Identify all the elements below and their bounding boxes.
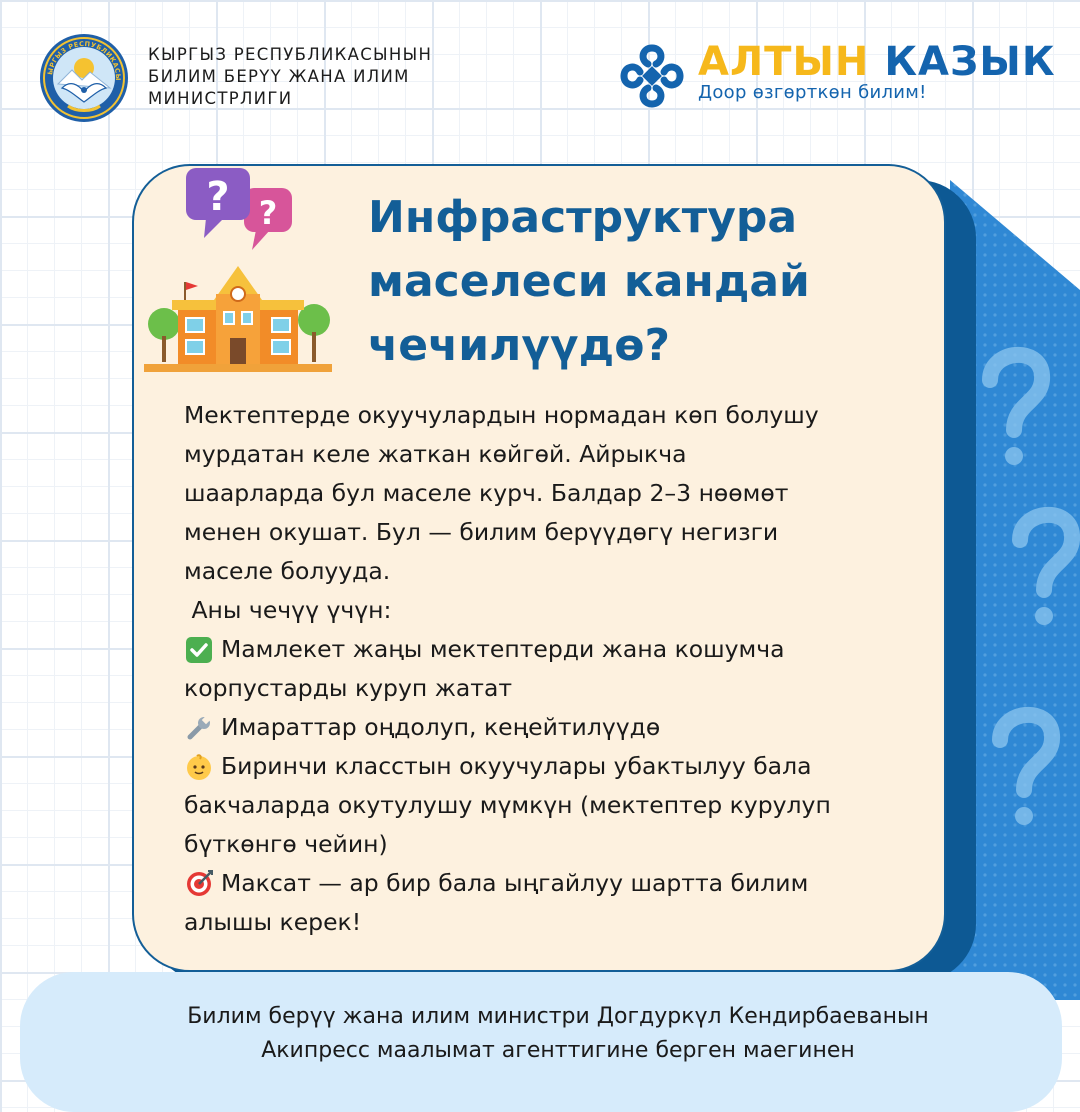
ministry-name	[148, 44, 468, 110]
footer-source	[0, 1000, 1080, 1068]
body-line	[184, 864, 924, 903]
check-mark-icon	[184, 635, 214, 665]
ministry-line-1: КЫРГЫЗ РЕСПУБЛИКАСЫНЫН	[148, 45, 433, 64]
kyrgyz-state-emblem-icon	[38, 32, 130, 124]
footer-line-2: Акипресс маалымат агенттигине берген маегинен	[261, 1038, 855, 1063]
wrench-icon	[184, 713, 214, 743]
body-text: бүткөнгө чейин)	[184, 830, 388, 858]
body-text: Биринчи класстын окуучулары убактылуу бала	[221, 752, 812, 780]
body-text: Максат — ар бир бала ыңгайлуу шартта билим	[221, 869, 809, 897]
ministry-line-2: БИЛИМ БЕРҮҮ ЖАНА ИЛИМ	[148, 67, 410, 86]
body-text: менен окушат. Бул — билим берүүдөгү негизги	[184, 518, 779, 546]
title-line-1: Инфраструктура	[368, 192, 798, 243]
school-building-icon	[144, 260, 332, 374]
brand-tagline: Доор өзгөрткөн билим!	[698, 82, 927, 103]
body-line	[184, 825, 924, 864]
body-text: шаарларда бул маселе курч. Балдар 2–3 нөөмөт	[184, 479, 789, 507]
body-text: мурдатан келе жаткан көйгөй. Айрыкча	[184, 440, 687, 468]
title-line-3: чечилүүдө?	[368, 320, 670, 371]
body-text: Имараттар оңдолуп, кеңейтилүүдө	[221, 713, 661, 741]
body-text: корпустарды куруп жатат	[184, 674, 513, 702]
body-text: бакчаларда окутулушу мүмкүн (мектептер курулуп	[184, 791, 831, 819]
body-line	[184, 708, 924, 747]
brand-name	[698, 38, 1056, 86]
body-line	[184, 435, 924, 474]
svg-text:?: ?	[206, 174, 230, 220]
body-text: маселе болууда.	[184, 557, 391, 585]
body-text: Аны чечүү үчүн:	[184, 596, 392, 624]
body-line	[184, 591, 924, 630]
body-text: Мамлекет жаңы мектептерди жана кошумча	[221, 635, 785, 663]
title-line-2: маселеси кандай	[368, 256, 810, 307]
brand-name-part2: КАЗЫК	[884, 39, 1056, 85]
body-text: алышы керек!	[184, 908, 362, 936]
body-line	[184, 669, 924, 708]
body-line	[184, 903, 924, 942]
ministry-line-3: МИНИСТРЛИГИ	[148, 89, 293, 108]
body-line	[184, 552, 924, 591]
footer-line-1: Билим берүү жана илим министри Догдуркүл Кендирбаеванын	[187, 1004, 929, 1029]
question-bubbles-icon	[182, 164, 298, 254]
baby-face-icon	[184, 752, 214, 782]
body-line	[184, 474, 924, 513]
body-line	[184, 747, 924, 786]
body-line	[184, 396, 924, 435]
body-line	[184, 786, 924, 825]
svg-text:?: ?	[258, 194, 278, 232]
altyn-kazyk-ornament-icon	[614, 38, 690, 114]
brand-block	[698, 38, 1056, 103]
body-line	[184, 630, 924, 669]
emblem-caption: ЫРГЫЗ РЕСПУБЛИКАСЫ	[46, 39, 123, 82]
target-icon	[184, 869, 214, 899]
body-line	[184, 513, 924, 552]
body-text: Мектептерде окуучулардын нормадан көп болушу	[184, 401, 819, 429]
card-title	[368, 186, 928, 378]
brand-name-part1: АЛТЫН	[698, 39, 870, 85]
card-body	[184, 396, 924, 942]
